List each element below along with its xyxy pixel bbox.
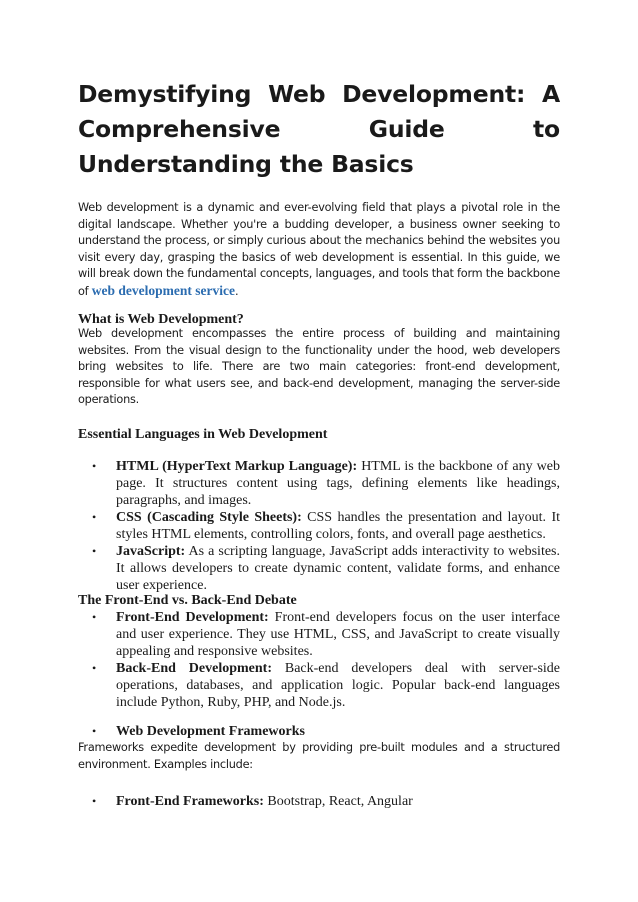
list-item-term: Front-End Development:	[116, 610, 269, 625]
list-item	[78, 660, 560, 711]
frameworks-heading: Web Development Frameworks	[116, 724, 305, 739]
frameworks-paragraph: Frameworks expedite development by providing pre-built modules and a structured environment. Examples include:	[78, 741, 560, 771]
debate-list	[78, 609, 560, 711]
what-is-heading: What is Web Development?	[78, 312, 244, 327]
debate-heading: The Front-End vs. Back-End Debate	[78, 593, 297, 608]
what-is-paragraph: Web development encompasses the entire process of building and maintaining websites. From the visual design to the functionality under the hood, web developers bring websites to life. There are two main categories: front-end development, responsible for what users see, and back-end development, managing the server-side operations.	[78, 327, 560, 406]
list-item-desc: Back-end developers deal with server-side operations, databases, and application logic. Popular back-end languages include Python, Ruby, PHP, and Node.js.	[116, 661, 560, 710]
page-title: Demystifying Web Development: A Comprehensive Guide to Understanding the Basics	[78, 80, 560, 178]
list-item	[78, 723, 560, 740]
bullet-icon: •	[92, 661, 97, 675]
frameworks-heading-list	[78, 723, 560, 740]
languages-heading: Essential Languages in Web Development	[78, 427, 328, 442]
bullet-icon: •	[92, 459, 97, 473]
bullet-icon: •	[92, 794, 97, 808]
list-item-term: Front-End Frameworks:	[116, 794, 264, 809]
list-item-desc: As a scripting language, JavaScript adds interactivity to websites. It allows developers to create dynamic content, validate forms, and enhance user experience.	[116, 544, 560, 593]
list-item	[78, 509, 560, 543]
list-item-desc: HTML is the backbone of any web page. It structures content using tags, defining elements like headings, paragraphs, and images.	[116, 459, 560, 508]
list-item-desc: CSS handles the presentation and layout. It styles HTML elements, controlling colors, fonts, and overall page aesthetics.	[116, 510, 560, 542]
list-item	[78, 458, 560, 509]
intro-text: Web development is a dynamic and ever-evolving field that plays a pivotal role in the digital landscape. Whether you're a budding developer, a business owner seeking to understand the process, or simply curious about the mechanics behind the websites you visit every day, grasping the basics of web development is essential. In this guide, we will break down the fundamental concepts, languages, and tools that form the backbone of	[78, 201, 560, 298]
list-item-term: HTML (HyperText Markup Language):	[116, 459, 358, 474]
bullet-icon: •	[92, 610, 97, 624]
list-item-term: Back-End Development:	[116, 661, 272, 676]
list-item-term: JavaScript:	[116, 544, 186, 559]
list-item-desc: Bootstrap, React, Angular	[263, 794, 413, 809]
list-item	[78, 793, 560, 810]
list-item	[78, 543, 560, 594]
intro-end: .	[234, 284, 239, 298]
languages-list	[78, 458, 560, 594]
bullet-icon: •	[92, 544, 97, 558]
list-item-term: CSS (Cascading Style Sheets):	[116, 510, 302, 525]
list-item-desc: Front-end developers focus on the user interface and user experience. They use HTML, CSS, and JavaScript to create visually appealing and responsive websites.	[116, 610, 560, 659]
frameworks-list	[78, 793, 560, 810]
bullet-icon: •	[92, 510, 97, 524]
bullet-icon: •	[92, 724, 97, 738]
intro-paragraph	[78, 200, 560, 300]
list-item	[78, 609, 560, 660]
web-development-service-link[interactable]: web development service	[91, 282, 235, 298]
